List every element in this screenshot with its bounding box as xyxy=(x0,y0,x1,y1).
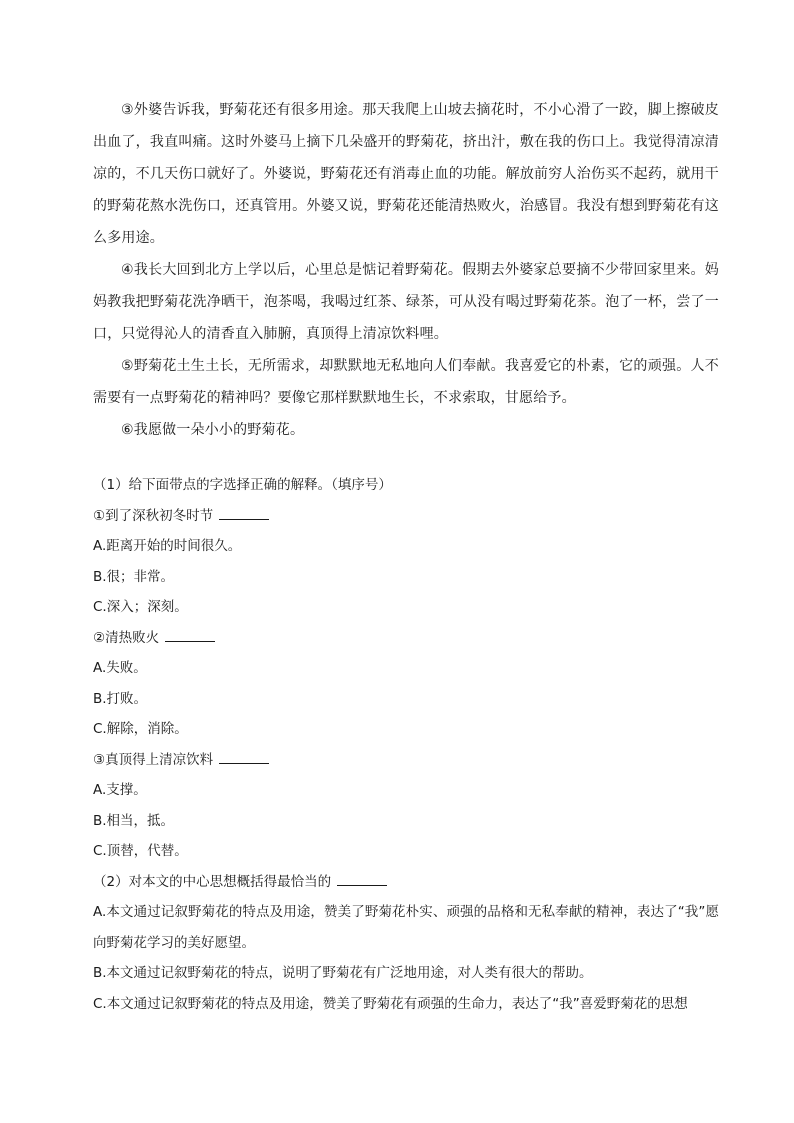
answer-blank[interactable] xyxy=(219,507,269,520)
question-2-prompt-text: （2）对本文的中心思想概括得最恰当的 xyxy=(93,873,332,890)
item-stem-text: ②清热败火 xyxy=(93,629,160,646)
question-1-item-2-stem xyxy=(93,623,719,654)
option-line: C.深入；深刻。 xyxy=(93,599,188,615)
question-1-item-1-stem xyxy=(93,501,719,532)
option-line: C.顶替，代替。 xyxy=(93,843,188,859)
answer-blank[interactable] xyxy=(219,751,269,764)
question-1-prompt: （1）给下面带点的字选择正确的解释。（填序号） xyxy=(93,477,392,493)
question-1-item-3-stem xyxy=(93,745,719,776)
option-line: A.失败。 xyxy=(93,660,147,676)
item-stem-text: ①到了深秋初冬时节 xyxy=(93,507,214,524)
question-2-prompt xyxy=(93,867,719,898)
passage-paragraph-5: ⑤野菊花土生土长，无所需求，却默默地无私地向人们奉献。我喜爱它的朴素，它的顽强。人不需要有一点野菊花的精神吗？要像它那样默默地生长，不求索取，甘愿给予。 xyxy=(93,358,719,406)
option-line: A.本文通过记叙野菊花的特点及用途，赞美了野菊花朴实、顽强的品格和无私奉献的精神，表达了“我”愿向野菊花学习的美好愿望。 xyxy=(93,904,719,951)
answer-blank[interactable] xyxy=(337,873,387,886)
item-stem-text: ③真顶得上清凉饮料 xyxy=(93,751,214,768)
option-line: B.很；非常。 xyxy=(93,568,175,585)
passage-paragraph-4: ④我长大回到北方上学以后，心里总是惦记着野菊花。假期去外婆家总要摘不少带回家里来。妈妈教我把野菊花洗净晒干，泡茶喝，我喝过红茶、绿茶，可从没有喝过野菊花茶。泡了一杯，尝了一口，只觉得沁人的清香直入肺腑，真顶得上清凉饮料哩。 xyxy=(93,262,719,342)
option-line: C.本文通过记叙野菊花的特点及用途，赞美了野菊花有顽强的生命力，表达了“我”喜爱野菊花的思想 xyxy=(93,995,688,1012)
option-line: C.解除，消除。 xyxy=(93,721,188,737)
passage-paragraph-6: ⑥我愿做一朵小小的野菊花。 xyxy=(121,422,305,438)
answer-blank[interactable] xyxy=(165,629,215,642)
passage-paragraph-3: ③外婆告诉我，野菊花还有很多用途。那天我爬上山坡去摘花时，不小心滑了一跤，脚上擦破皮出血了，我直叫痛。这时外婆马上摘下几朵盛开的野菊花，挤出汁，敷在我的伤口上。我觉得清凉清凉的，不几天伤口就好了。外婆说，野菊花还有消毒止血的功能。解放前穷人治伤买不起药，就用干的野菊花熬水洗伤口，还真管用。外婆又说，野菊花还能清热败火，治感冒。我没有想到野菊花有这么多用途。 xyxy=(93,102,719,246)
option-line: B.打败。 xyxy=(93,690,148,707)
option-line: A.距离开始的时间很久。 xyxy=(93,538,242,554)
question-section xyxy=(93,470,719,1019)
option-line: B.本文通过记叙野菊花的特点，说明了野菊花有广泛地用途，对人类有很大的帮助。 xyxy=(93,965,593,981)
reading-passage xyxy=(93,94,719,446)
option-line: A.支撑。 xyxy=(93,782,147,798)
option-line: B.相当，抵。 xyxy=(93,812,175,829)
